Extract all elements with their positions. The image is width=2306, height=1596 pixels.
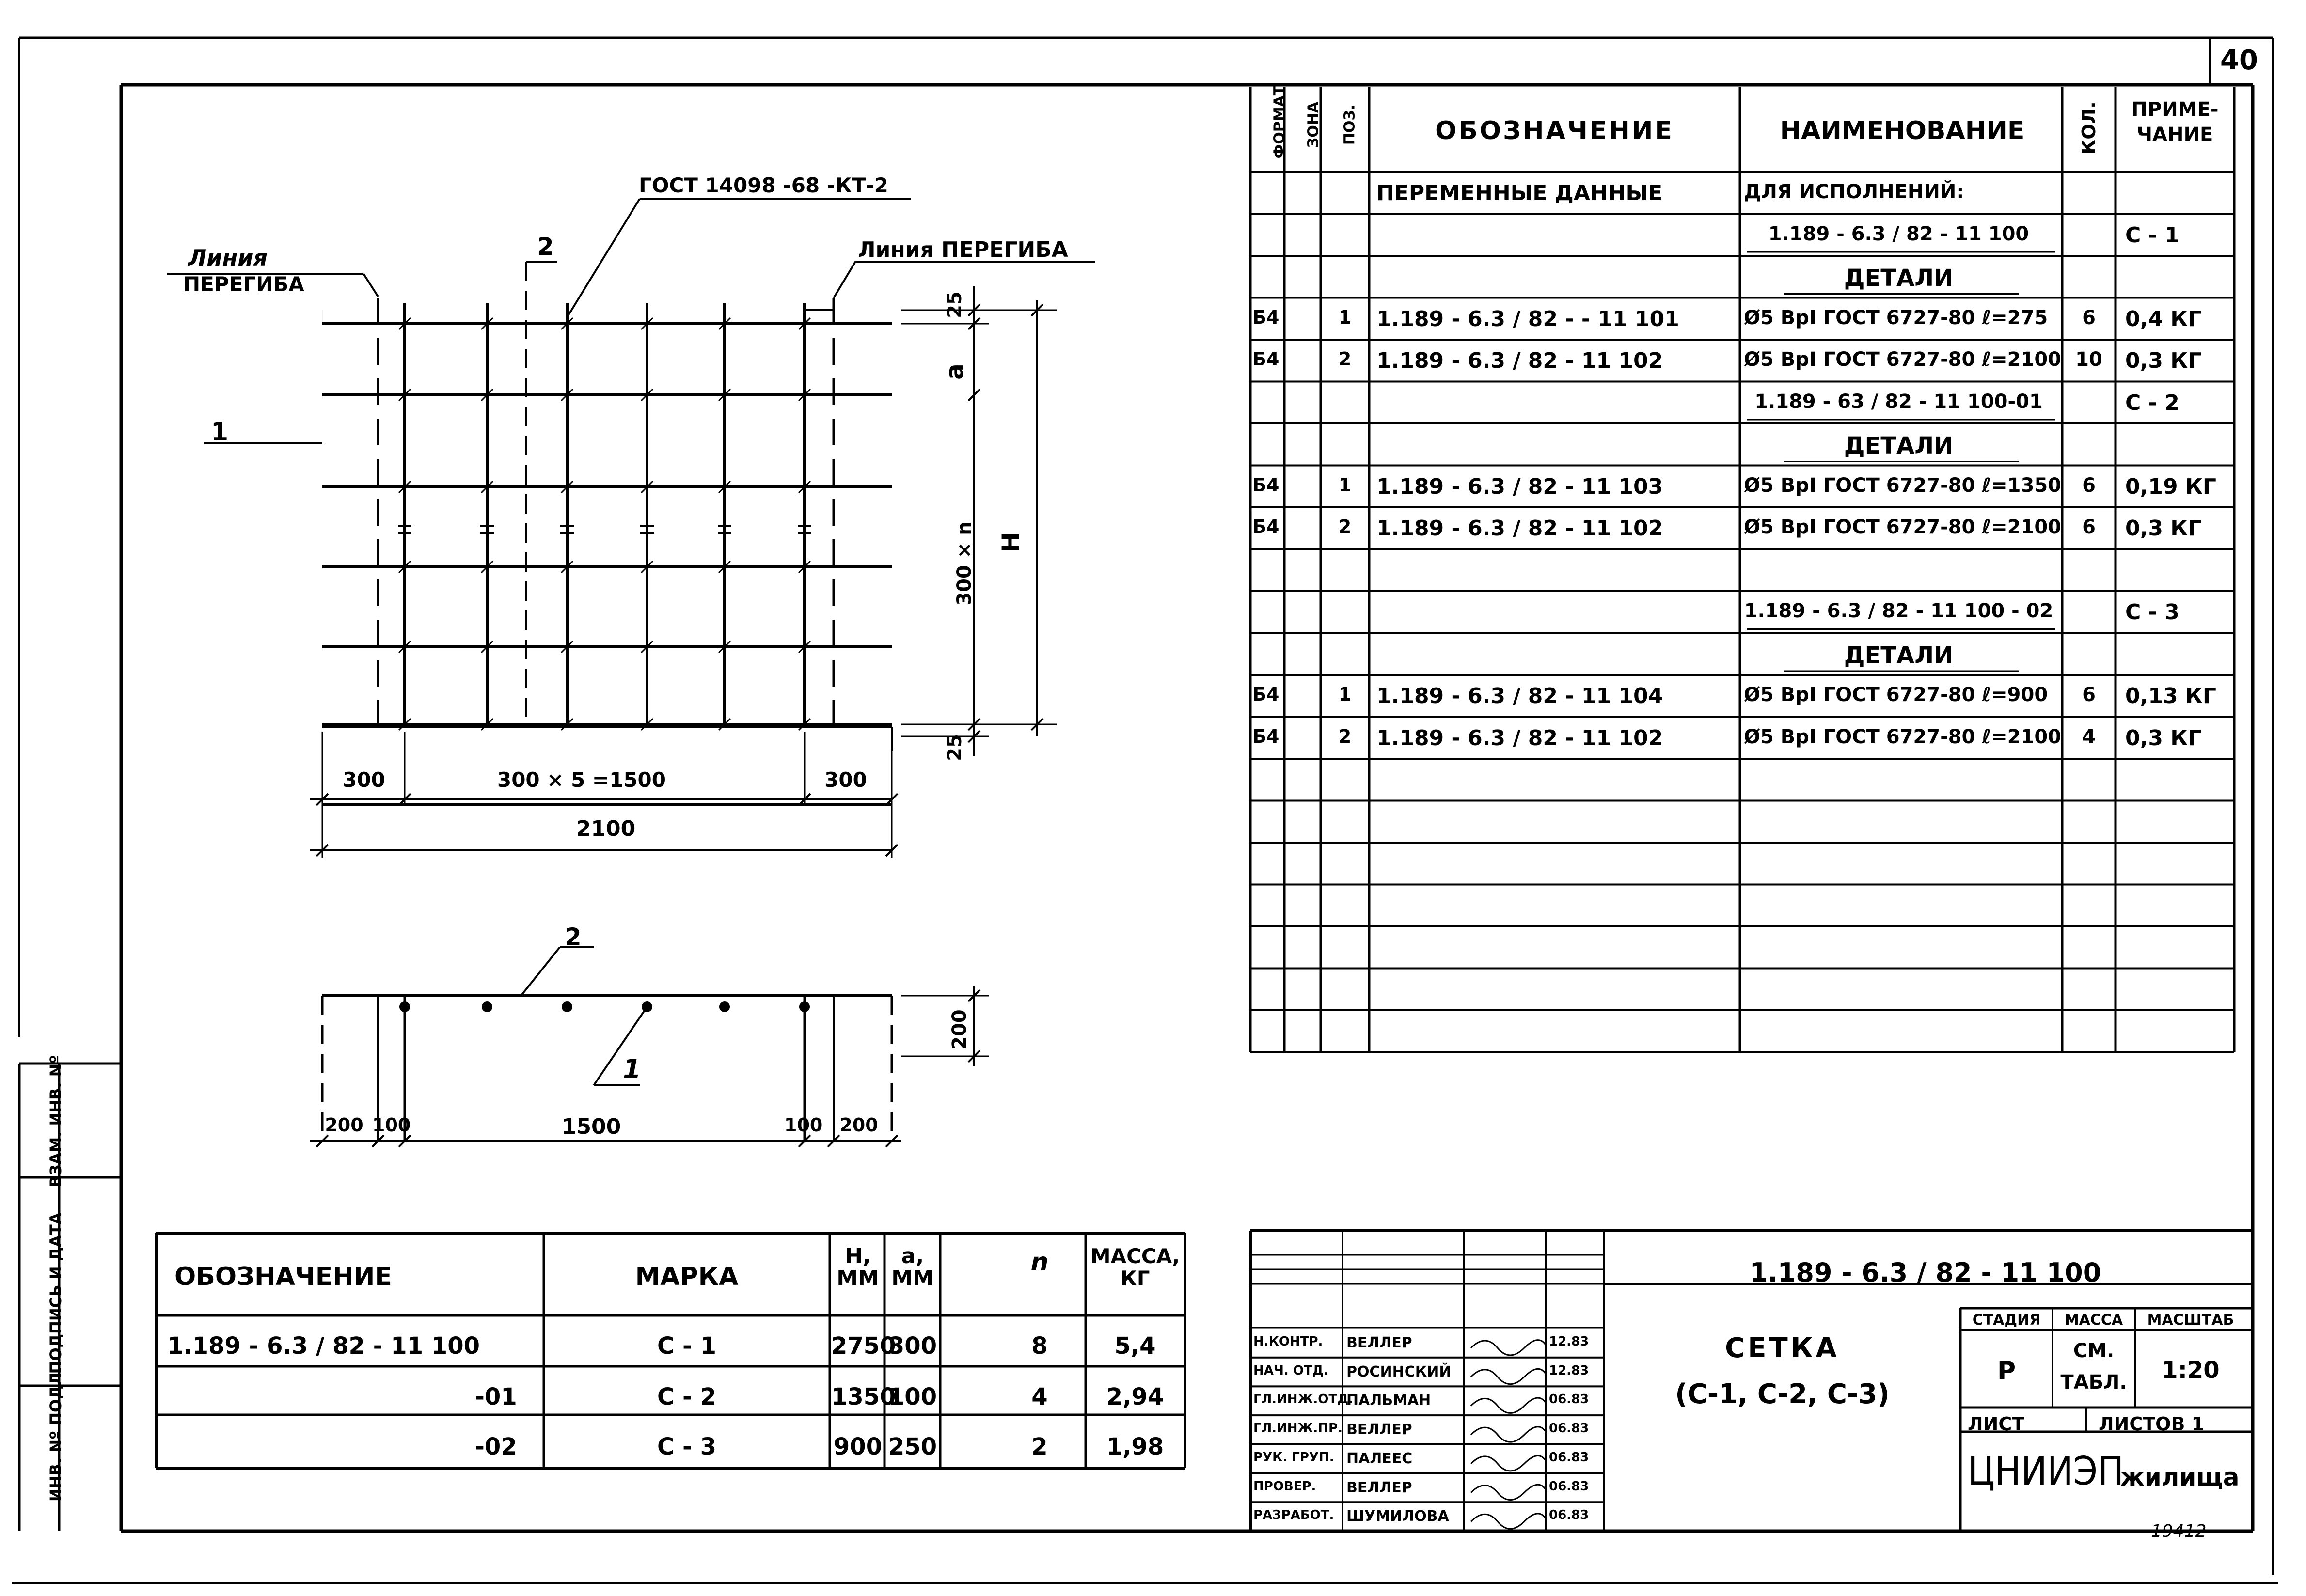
dim-2100: 2100	[576, 816, 636, 841]
spec-cell-qty: 6	[2082, 684, 2096, 706]
title-block-org-suffix: жилища	[2120, 1463, 2240, 1491]
mark-table-row-3-n: 2	[1031, 1433, 1048, 1460]
section-dim-200-left: 200	[325, 1114, 363, 1136]
spec-cell-name: 1.189 - 6.3 / 82 - 11 100	[1768, 222, 2029, 245]
spec-cell-pos: 2	[1338, 725, 1352, 747]
signer-date: 06.83	[1549, 1421, 1589, 1436]
handwritten-signature	[1471, 1398, 1546, 1413]
side-stamp-inventory-original: ИНВ. Nº ПОДЛ.	[47, 1366, 65, 1502]
spec-cell-pos: 2	[1338, 348, 1352, 370]
spec-cell-pos: 2	[1338, 516, 1352, 537]
mark-table-row-2-designation: -01	[475, 1383, 517, 1410]
mark-table-row-2-h: 1350	[831, 1383, 896, 1410]
spec-cell-name: ДЕТАЛИ	[1844, 642, 1954, 669]
spec-cell-designation: 1.189 - 6.3 / 82 - 11 102	[1376, 725, 1663, 751]
signer-name: ВЕЛЛЕР	[1346, 1334, 1412, 1351]
section-dim-200-height: 200	[948, 1009, 971, 1050]
signer-role: РАЗРАБОТ.	[1253, 1508, 1334, 1523]
signer-role: ПРОВЕР.	[1253, 1479, 1316, 1494]
signer-role: ГЛ.ИНЖ.ОТД.	[1253, 1392, 1354, 1407]
spec-cell-note: 0,3 КГ	[2125, 348, 2202, 373]
gost-leader	[567, 199, 640, 317]
dim-a: a	[941, 363, 969, 380]
handwritten-signature	[1471, 1427, 1546, 1442]
title-block-scale-value: 1:20	[2162, 1357, 2220, 1384]
mark-table-header-designation: ОБОЗНАЧЕНИЕ	[174, 1262, 392, 1291]
spec-cell-designation: 1.189 - 6.3 / 82 - - 11 101	[1376, 306, 1679, 331]
mark-table-header-a: a, ММ	[891, 1244, 934, 1291]
spec-header-pos: ПОЗ.	[1341, 104, 1358, 145]
spec-header-name: НАИМЕНОВАНИЕ	[1780, 116, 2025, 145]
spec-cell-pos: 1	[1338, 684, 1352, 705]
signer-date: 06.83	[1549, 1450, 1589, 1465]
spec-cell-name: Ø5 ВрI ГОСТ 6727-80 ℓ=2100	[1744, 348, 2061, 371]
dim-25-bottom: 25	[944, 734, 966, 761]
bend-line-left-label-1: Линия	[188, 245, 268, 271]
sheet-number: 40	[2220, 45, 2258, 76]
title-block-mass-label: МАССА	[2064, 1312, 2123, 1329]
signer-name: ПАЛЬМАН	[1346, 1392, 1431, 1409]
signer-name: ВЕЛЛЕР	[1346, 1479, 1412, 1496]
signer-date: 12.83	[1549, 1363, 1589, 1378]
spec-header-note: ПРИМЕ- ЧАНИЕ	[2131, 98, 2219, 146]
title-block-stage-value: Р	[1997, 1357, 2016, 1386]
spec-cell-name: Ø5 ВрI ГОСТ 6727-80 ℓ=2100	[1744, 516, 2061, 538]
spec-cell-name: Ø5 ВрI ГОСТ 6727-80 ℓ=900	[1744, 684, 2048, 706]
signer-role: ГЛ.ИНЖ.ПР.	[1253, 1421, 1343, 1436]
mark-table-header-n: n	[1030, 1248, 1049, 1277]
signer-role: Н.КОНТР.	[1253, 1334, 1323, 1349]
spec-cell-name: 1.189 - 63 / 82 - 11 100-01	[1754, 390, 2043, 413]
spec-cell-format: Б4	[1252, 348, 1279, 370]
dim-H: H	[997, 532, 1025, 552]
mark-table-row-2-n: 4	[1031, 1383, 1048, 1410]
mark-table-header-mark: МАРКА	[635, 1262, 739, 1291]
title-block-org-name: ЦНИИЭП	[1968, 1449, 2124, 1494]
gost-label: ГОСТ 14098 -68 -КТ-2	[639, 173, 888, 197]
spec-cell-qty: 6	[2082, 516, 2096, 538]
signer-date: 06.83	[1549, 1392, 1589, 1407]
mark-table-header-h: H, ММ	[837, 1244, 879, 1291]
dim-300-right: 300	[824, 768, 867, 792]
spec-cell-name: Ø5 ВрI ГОСТ 6727-80 ℓ=1350	[1744, 474, 2061, 497]
spec-cell-designation: ПЕРЕМЕННЫЕ ДАННЫЕ	[1376, 181, 1663, 205]
spec-header-zone: ЗОНА	[1305, 101, 1322, 148]
signer-name: ПАЛЕЕС	[1346, 1450, 1413, 1467]
archive-number: 19412	[2151, 1521, 2207, 1541]
bend-right-leader	[834, 262, 855, 298]
section-dim-100-right: 100	[784, 1114, 823, 1136]
spec-cell-note: 0,13 КГ	[2125, 684, 2216, 708]
title-block-title: СЕТКА	[1725, 1332, 1840, 1364]
spec-cell-designation: 1.189 - 6.3 / 82 - 11 102	[1376, 516, 1663, 541]
signer-name: ШУМИЛОВА	[1346, 1508, 1449, 1525]
spec-cell-note: 0,4 КГ	[2125, 306, 2202, 331]
bar-section-dot	[482, 1001, 492, 1012]
spec-cell-note: С - 2	[2125, 390, 2180, 415]
bend-left-leader	[363, 274, 378, 297]
bend-line-left-label-2: ПЕРЕГИБА	[183, 272, 304, 296]
spec-cell-name: ДЕТАЛИ	[1844, 265, 1954, 292]
dim-300-left: 300	[343, 768, 385, 792]
spec-cell-note: 0,3 КГ	[2125, 725, 2202, 751]
section-dim-100-left: 100	[372, 1114, 411, 1136]
handwritten-signature	[1471, 1485, 1546, 1500]
spec-cell-qty: 10	[2075, 348, 2102, 371]
title-block-sheets-label: ЛИСТОВ 1	[2099, 1413, 2205, 1435]
signer-role: РУК. ГРУП.	[1253, 1450, 1334, 1465]
position-2-mark: 2	[537, 233, 554, 261]
title-block-subtitle: (С-1, С-2, С-3)	[1675, 1378, 1890, 1410]
dim-300n: 300 × n	[953, 521, 976, 606]
bend-line-right-label: Линия ПЕРЕГИБА	[858, 237, 1068, 262]
bar-section-dot	[399, 1001, 410, 1012]
mark-table-row-1-mass: 5,4	[1114, 1332, 1156, 1360]
handwritten-signature	[1471, 1369, 1546, 1384]
mark-table-row-2-mass: 2,94	[1106, 1383, 1164, 1410]
spec-cell-name: ДЛЯ ИСПОЛНЕНИЙ:	[1744, 181, 1964, 203]
spec-header-format: ФОРМАТ	[1271, 85, 1288, 159]
mark-table-row-3-designation: -02	[475, 1433, 517, 1460]
mark-table-row-3-a: 250	[888, 1433, 937, 1460]
title-block-scale-label: МАСШТАБ	[2147, 1312, 2234, 1329]
dim-25-top: 25	[944, 291, 966, 318]
title-block-sheet-label: ЛИСТ	[1968, 1413, 2025, 1435]
section-dim-1500: 1500	[561, 1114, 621, 1139]
spec-cell-format: Б4	[1252, 516, 1279, 537]
signer-name: ВЕЛЛЕР	[1346, 1421, 1412, 1439]
spec-cell-format: Б4	[1252, 684, 1279, 705]
mark-table-row-3-h: 900	[833, 1433, 883, 1460]
mark-table-row-2-a: 100	[888, 1383, 937, 1410]
signer-date: 06.83	[1549, 1479, 1589, 1494]
section-dim-200-right: 200	[839, 1114, 878, 1136]
dim-1500: 300 × 5 =1500	[497, 768, 666, 792]
section-position-1-mark: 1	[623, 1054, 641, 1084]
spec-cell-designation: 1.189 - 6.3 / 82 - 11 103	[1376, 474, 1663, 499]
signer-date: 12.83	[1549, 1334, 1589, 1349]
section-pos2-leader	[521, 947, 560, 996]
spec-cell-note: 0,19 КГ	[2125, 474, 2216, 499]
bar-section-dot	[719, 1001, 730, 1012]
spec-cell-format: Б4	[1252, 725, 1279, 747]
title-block-mass-value-2: ТАБЛ.	[2060, 1371, 2127, 1393]
spec-cell-pos: 1	[1338, 306, 1352, 328]
spec-cell-format: Б4	[1252, 306, 1279, 328]
mark-table-header-mass: МАССА, КГ	[1090, 1244, 1180, 1290]
bar-section-dot	[799, 1001, 810, 1012]
spec-header-qty: КОЛ.	[2078, 101, 2100, 155]
signer-name: РОСИНСКИЙ	[1346, 1363, 1452, 1380]
spec-cell-name: 1.189 - 6.3 / 82 - 11 100 - 02	[1744, 600, 2053, 622]
handwritten-signature	[1471, 1340, 1546, 1355]
spec-cell-designation: 1.189 - 6.3 / 82 - 11 102	[1376, 348, 1663, 373]
bar-section-dot	[562, 1001, 572, 1012]
spec-cell-name: Ø5 ВрI ГОСТ 6727-80 ℓ=275	[1744, 306, 2048, 329]
spec-cell-note: С - 1	[2125, 222, 2180, 248]
spec-cell-qty: 6	[2082, 306, 2096, 329]
mark-table-row-1-n: 8	[1031, 1332, 1048, 1360]
section-position-2-mark: 2	[565, 923, 582, 951]
mark-table-row-1-designation: 1.189 - 6.3 / 82 - 11 100	[167, 1332, 480, 1360]
spec-cell-qty: 6	[2082, 474, 2096, 497]
mark-table-row-3-mark: С - 3	[657, 1433, 716, 1460]
spec-cell-name: Ø5 ВрI ГОСТ 6727-80 ℓ=2100	[1744, 725, 2061, 748]
mark-table-row-3-mass: 1,98	[1106, 1433, 1164, 1460]
spec-cell-format: Б4	[1252, 474, 1279, 496]
side-stamp-inventory-swap: ВЗАМ. ИНВ. Nº	[47, 1055, 65, 1188]
mark-table-row-1-h: 2750	[831, 1332, 896, 1360]
spec-cell-designation: 1.189 - 6.3 / 82 - 11 104	[1376, 684, 1663, 708]
signer-role: НАЧ. ОТД.	[1253, 1363, 1328, 1378]
signer-date: 06.83	[1549, 1508, 1589, 1523]
handwritten-signature	[1471, 1455, 1546, 1471]
mark-table-row-2-mark: С - 2	[657, 1383, 716, 1410]
title-block-doc-code: 1.189 - 6.3 / 82 - 11 100	[1749, 1257, 2101, 1288]
spec-header-designation: ОБОЗНАЧЕНИЕ	[1435, 116, 1674, 145]
handwritten-signature	[1471, 1514, 1546, 1529]
title-block-stage-label: СТАДИЯ	[1972, 1312, 2041, 1329]
spec-cell-name: ДЕТАЛИ	[1844, 432, 1954, 459]
position-1-mark: 1	[211, 418, 229, 447]
spec-cell-pos: 1	[1338, 474, 1352, 496]
spec-cell-note: С - 3	[2125, 600, 2180, 625]
spec-cell-note: 0,3 КГ	[2125, 516, 2202, 541]
spec-cell-qty: 4	[2082, 725, 2096, 748]
title-block-mass-value-1: СМ.	[2073, 1340, 2115, 1362]
side-stamp-signature-date: ПОДПИСЬ И ДАТА	[47, 1212, 65, 1374]
mark-table-row-1-a: 300	[888, 1332, 937, 1360]
mark-table-row-1-mark: С - 1	[657, 1332, 716, 1360]
